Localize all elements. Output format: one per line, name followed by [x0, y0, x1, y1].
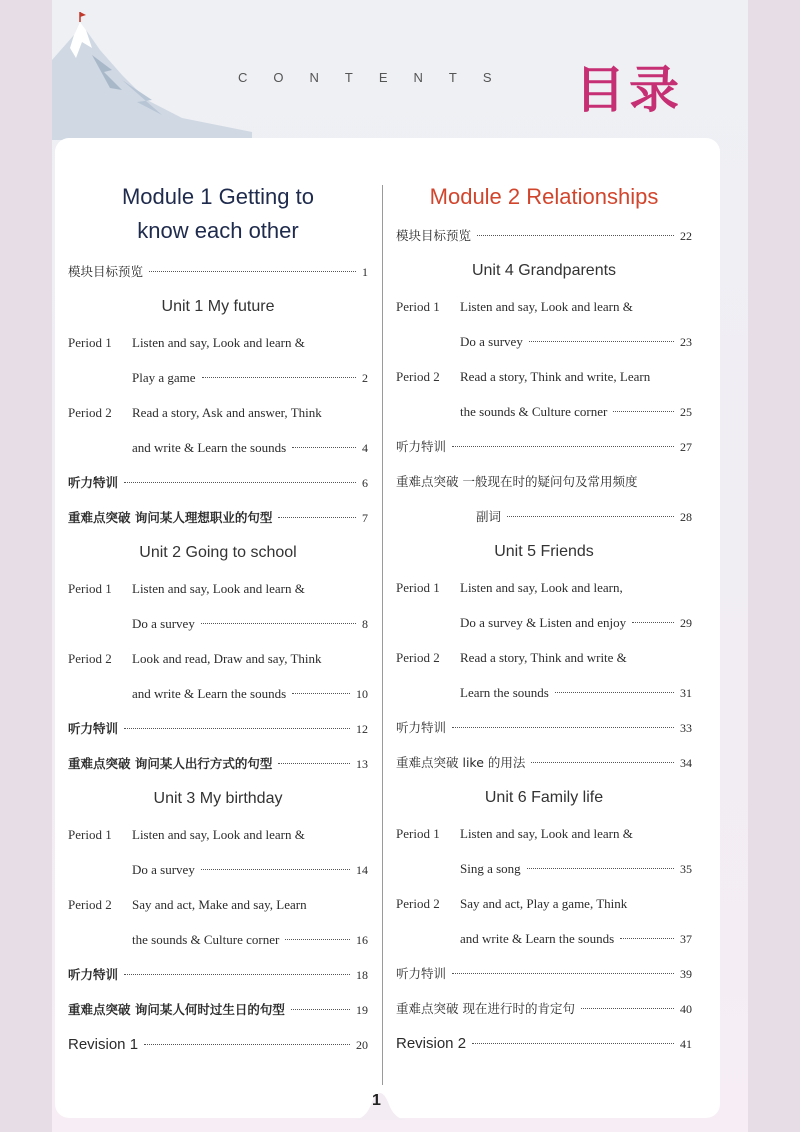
unit-5-period-1-entry-cont[interactable]: Do a survey & Listen and enjoy 29 — [460, 615, 692, 630]
unit-2-period-2-entry-cont[interactable]: and write & Learn the sounds 10 — [132, 686, 368, 701]
unit-4-title: Unit 4 Grandparents — [471, 262, 617, 279]
unit-5-period-1-entry[interactable]: Period 1 Listen and say, Look and learn, — [396, 580, 623, 595]
unit-4-period-1-entry[interactable]: Period 1 Listen and say, Look and learn & — [396, 299, 633, 314]
unit-4-period-1-entry-cont[interactable]: Do a survey 23 — [460, 334, 692, 349]
unit-6-period-1-entry-cont[interactable]: Sing a song 35 — [460, 861, 692, 876]
revision-2-entry[interactable]: Revision 2 41 — [396, 1035, 692, 1052]
page-number: 1 — [372, 1092, 381, 1109]
unit-2-listening-entry[interactable]: 听力特训 12 — [68, 721, 368, 736]
unit-5-listening-entry[interactable]: 听力特训 33 — [396, 720, 692, 735]
module-1-column — [68, 180, 368, 1062]
column-divider — [382, 185, 383, 1085]
unit-2-key-points-entry[interactable]: 重难点突破 询问某人出行方式的句型 13 — [68, 756, 368, 771]
unit-3-key-points-entry[interactable]: 重难点突破 询问某人何时过生日的句型 19 — [68, 1002, 368, 1017]
module-1-title: Module 1 Getting to know each other — [121, 184, 314, 243]
unit-1-key-points-entry[interactable]: 重难点突破 询问某人理想职业的句型 7 — [68, 510, 368, 525]
unit-3-period-2-entry-cont[interactable]: the sounds & Culture corner 16 — [132, 932, 368, 947]
unit-5-title: Unit 5 Friends — [494, 543, 594, 560]
unit-6-period-1-entry[interactable]: Period 1 Listen and say, Look and learn & — [396, 826, 633, 841]
unit-5-key-points-entry[interactable]: 重难点突破 like 的用法 34 — [396, 755, 692, 770]
module-2-preview-entry[interactable]: 模块目标预览 22 — [396, 228, 692, 243]
unit-3-listening-entry[interactable]: 听力特训 18 — [68, 967, 368, 982]
unit-6-period-2-entry[interactable]: Period 2 Say and act, Play a game, Think — [396, 896, 628, 911]
unit-3-period-2-entry[interactable]: Period 2 Say and act, Make and say, Learn — [68, 897, 307, 912]
unit-6-title: Unit 6 Family life — [484, 789, 604, 806]
unit-4-period-2-entry-cont[interactable]: the sounds & Culture corner 25 — [460, 404, 692, 419]
unit-1-title: Unit 1 My future — [161, 298, 275, 315]
unit-3-period-1-entry-cont[interactable]: Do a survey 14 — [132, 862, 368, 877]
unit-1-period-2-entry[interactable]: Period 2 Read a story, Ask and answer, Think — [68, 405, 322, 420]
unit-5-period-2-entry-cont[interactable]: Learn the sounds 31 — [460, 685, 692, 700]
module-2-column — [396, 180, 692, 1061]
unit-6-listening-entry[interactable]: 听力特训 39 — [396, 966, 692, 981]
unit-3-title: Unit 3 My birthday — [153, 790, 283, 807]
unit-6-period-2-entry-cont[interactable]: and write & Learn the sounds 37 — [460, 931, 692, 946]
unit-1-period-1-entry[interactable]: Period 1 Listen and say, Look and learn & — [68, 335, 305, 350]
contents-heading: CONTENTS — [238, 70, 518, 85]
unit-1-period-1-entry-cont[interactable]: Play a game 2 — [132, 370, 368, 385]
module-1-preview-entry[interactable]: 模块目标预览 1 — [68, 264, 368, 279]
unit-4-key-points-entry-cont[interactable]: 副词 28 — [476, 509, 692, 524]
unit-2-title: Unit 2 Going to school — [139, 544, 297, 561]
unit-4-key-points-entry[interactable]: 重难点突破 一般现在时的疑问句及常用频度 — [396, 474, 638, 489]
unit-2-period-2-entry[interactable]: Period 2 Look and read, Draw and say, Think — [68, 651, 322, 666]
unit-3-period-1-entry[interactable]: Period 1 Listen and say, Look and learn & — [68, 827, 305, 842]
unit-5-period-2-entry[interactable]: Period 2 Read a story, Think and write & — [396, 650, 627, 665]
unit-6-key-points-entry[interactable]: 重难点突破 现在进行时的肯定句 40 — [396, 1001, 692, 1016]
unit-2-period-1-entry[interactable]: Period 1 Listen and say, Look and learn & — [68, 581, 305, 596]
module-2-title: Module 2 Relationships — [429, 184, 659, 209]
unit-4-listening-entry[interactable]: 听力特训 27 — [396, 439, 692, 454]
revision-1-entry[interactable]: Revision 1 20 — [68, 1036, 368, 1053]
mountain-illustration — [52, 0, 252, 140]
unit-1-listening-entry[interactable]: 听力特训 6 — [68, 475, 368, 490]
unit-1-period-2-entry-cont[interactable]: and write & Learn the sounds 4 — [132, 440, 368, 455]
unit-2-period-1-entry-cont[interactable]: Do a survey 8 — [132, 616, 368, 631]
mulu-title: 目录 — [575, 61, 683, 119]
unit-4-period-2-entry[interactable]: Period 2 Read a story, Think and write, Learn — [396, 369, 651, 384]
